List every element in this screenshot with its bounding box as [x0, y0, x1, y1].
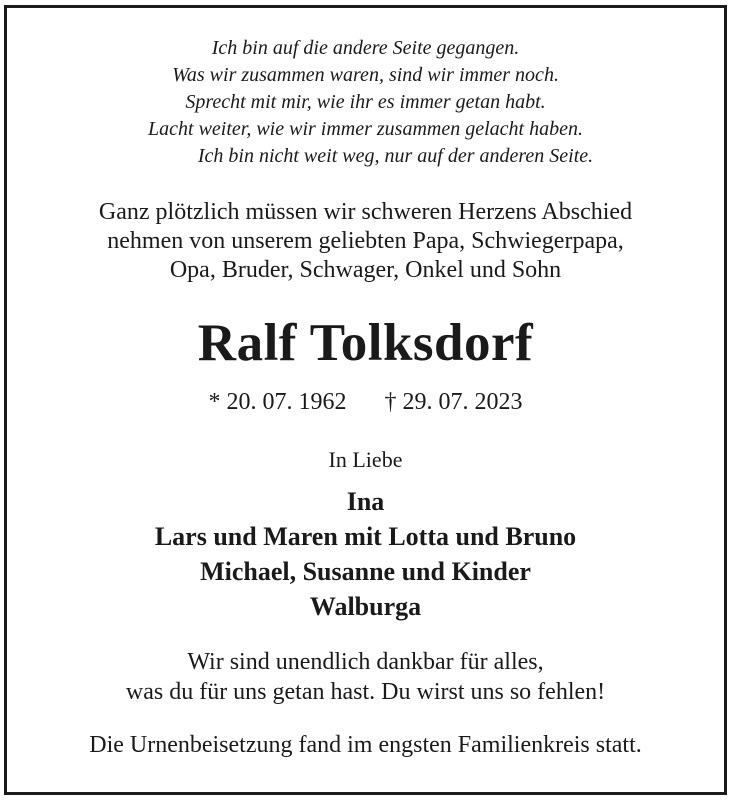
mourners-list: [0, 484, 731, 624]
deceased-name: Ralf Tolksdorf: [197, 314, 534, 372]
mourner-entry: Ina: [346, 487, 385, 516]
announcement-line: Opa, Bruder, Schwager, Onkel und Sohn: [169, 257, 562, 283]
mourner-entry: Lars und Maren mit Lotta und Bruno: [154, 522, 577, 551]
announcement-line: Ganz plötzlich müssen wir schweren Herzens Abschied: [98, 199, 633, 225]
mourner-entry: Michael, Susanne und Kinder: [200, 557, 531, 586]
in-love-label: In Liebe: [328, 447, 403, 472]
poem-line: Ich bin nicht weit weg, nur auf der anderen Seite.: [197, 145, 594, 167]
death-date: † 29. 07. 2023: [384, 389, 523, 415]
mourner-entry: Walburga: [309, 592, 422, 621]
life-dates: [0, 387, 731, 417]
burial-note: Die Urnenbeisetzung fand im engsten Familienkreis statt.: [89, 732, 642, 758]
poem-line: Was wir zusammen waren, sind wir immer noch.: [172, 64, 559, 86]
poem-line: Lacht weiter, wie wir immer zusammen gelacht haben.: [148, 118, 583, 140]
announcement-text: [0, 198, 731, 285]
memorial-poem: [0, 35, 731, 170]
poem-line: Ich bin auf die andere Seite gegangen.: [211, 37, 520, 59]
thanks-line: Wir sind unendlich dankbar für alles,: [187, 649, 544, 675]
announcement-line: nehmen von unserem geliebten Papa, Schwiegerpapa,: [107, 228, 624, 254]
poem-line: Sprecht mit mir, wie ihr es immer getan habt.: [185, 91, 546, 113]
thanks-line: was du für uns getan hast. Du wirst uns so fehlen!: [125, 679, 606, 705]
birth-date: * 20. 07. 1962: [208, 389, 347, 415]
thanks-message: [0, 647, 731, 707]
